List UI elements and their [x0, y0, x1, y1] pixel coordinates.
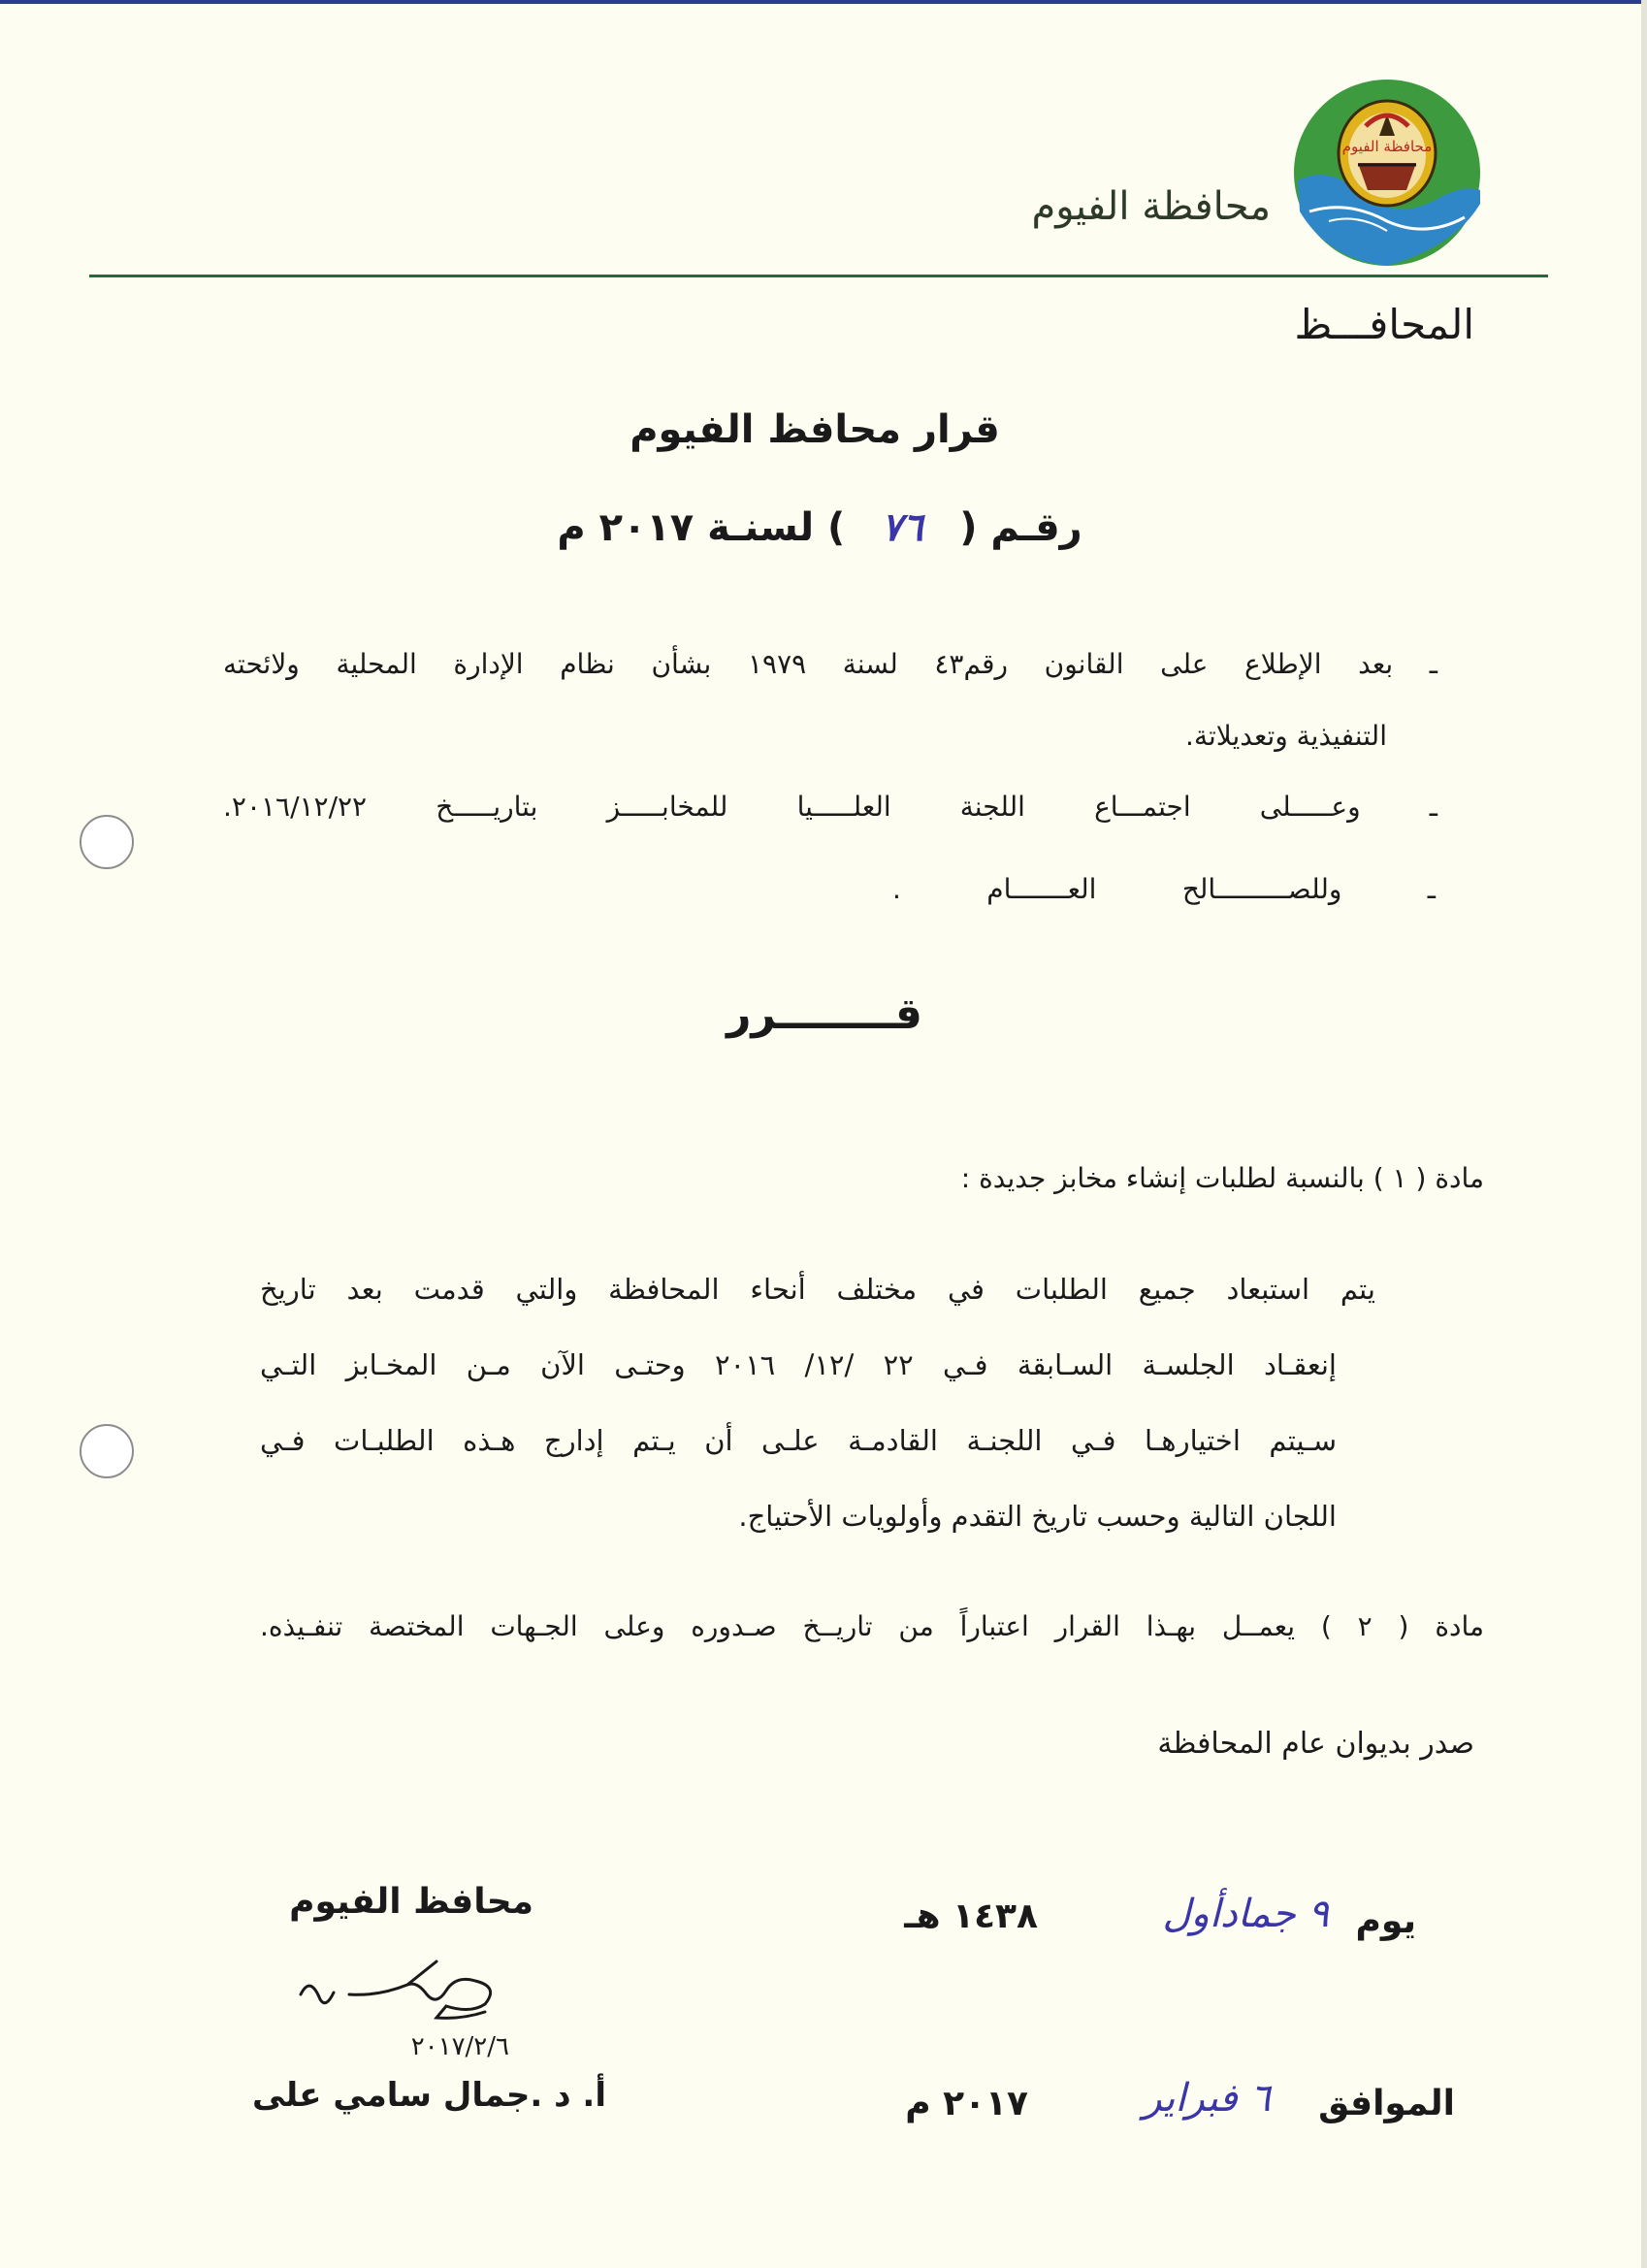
preamble-line-3: ـ وعـــــلى اجتمـــاع اللجنة العلـــــيا للمخابـــــز بتاريـــــخ ٢٠١٦/١٢/٢٢. — [223, 791, 1437, 823]
gregorian-label: الموافق — [1318, 2084, 1455, 2123]
decree-title: قرار محافظ الفيوم — [630, 407, 1000, 452]
issued-statement: صدر بديوان عام المحافظة — [1157, 1727, 1474, 1761]
binder-punch-hole — [80, 1424, 134, 1478]
top-border — [0, 0, 1647, 4]
handwritten-signature — [291, 1956, 533, 2062]
governorate-seal-logo — [1290, 76, 1484, 270]
right-page-edge — [1641, 0, 1647, 2268]
decree-number-handwritten: ٧٦ — [881, 504, 923, 550]
article-2: مادة ( ٢ ) يعمــل بهـذا القرار اعتباراً من تاريــخ صـدوره وعلى الجـهات المختصة تنفـيذه. — [260, 1610, 1484, 1642]
gregorian-year: ٢٠١٧ م — [905, 2084, 1028, 2123]
preamble-line-1: ـ بعد الإطلاع على القانون رقم٤٣ لسنة ١٩٧٩ بشأن نظام الإدارة المحلية ولائحته — [223, 648, 1437, 680]
decree-number-suffix: ) لسنـة ٢٠١٧ م — [557, 505, 846, 550]
article-1-line-1: يتم استبعاد جميع الطلبات في مختلف أنحاء المحافظة والتي قدمت بعد تاريخ — [260, 1273, 1375, 1306]
seal-inscription: محافظة الفيوم — [1341, 138, 1433, 155]
gregorian-date-handwritten: ٦ فبراير — [1143, 2076, 1271, 2121]
office-label: المحافـــظ — [1294, 301, 1474, 348]
decree-number-line — [504, 504, 1135, 550]
governorate-name: محافظة الفيوم — [1031, 184, 1271, 229]
article-1-heading: مادة ( ١ ) بالنسبة لطلبات إنشاء مخابز جديدة : — [960, 1162, 1484, 1194]
preamble-line-2: التنفيذية وتعديلاتة. — [1185, 720, 1387, 752]
hijri-date-handwritten: ٩ جمادأول — [1162, 1892, 1329, 1936]
signature-date: ٢٠١٧/٢/٦ — [410, 2032, 509, 2061]
decision-heading: قــــــــرر — [727, 989, 922, 1039]
signatory-name: أ. د .جمال سامي على — [251, 2076, 606, 2115]
hijri-year: ١٤٣٨ هـ — [904, 1896, 1038, 1936]
decree-number-prefix: رقـم ( — [959, 505, 1082, 550]
hijri-day-label: يوم — [1355, 1901, 1416, 1941]
article-1-line-3: سـيتم اختيارهـا فـي اللجنـة القادمـة علـى أن يـتم إدارج هـذه الطلبـات فـي — [260, 1424, 1337, 1457]
article-1-line-4: اللجان التالية وحسب تاريخ التقدم وأولويات الأحتياج. — [738, 1500, 1337, 1533]
preamble-line-4: ـ وللصـــــــــالح العـــــــام . — [892, 873, 1436, 905]
header-divider — [89, 275, 1548, 277]
signatory-title: محافظ الفيوم — [289, 1882, 533, 1922]
article-1-line-2: إنعقـاد الجلسـة السـابقة فـي ٢٢ /١٢/ ٢٠١٦ وحتـى الآن مـن المخـابز التـي — [260, 1348, 1337, 1381]
binder-punch-hole — [80, 815, 134, 869]
